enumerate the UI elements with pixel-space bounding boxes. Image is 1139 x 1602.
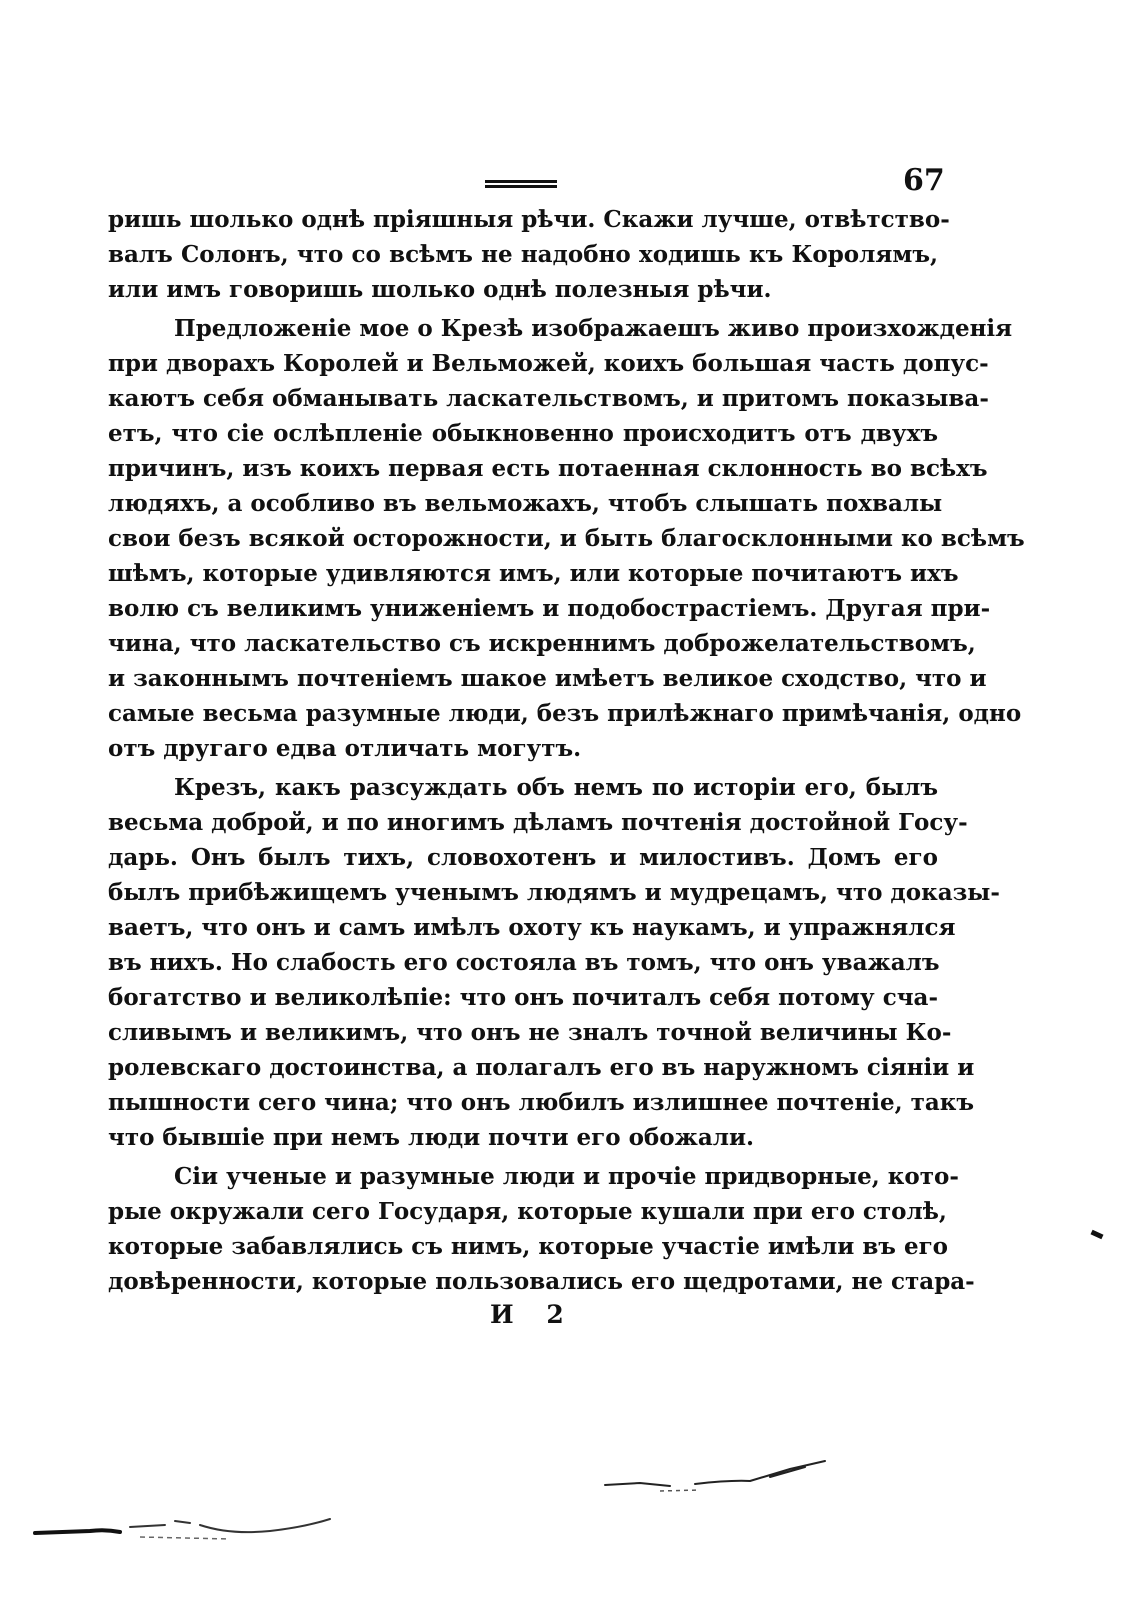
text-line: людяхъ, а особливо въ вельможахъ, чтобъ слышать похвалы <box>108 490 943 517</box>
text-line: дарь. Онъ былъ тихъ, словохотенъ и милостивъ. Домъ его <box>108 844 938 871</box>
text-line: причинъ, изъ коихъ первая есть потаенная склонность во всѣхъ <box>108 455 988 482</box>
text-line: волю съ великимъ униженіемъ и подобострастіемъ. Другая при- <box>108 595 991 622</box>
ink-speck <box>1091 1230 1104 1240</box>
text-line: Крезъ, какъ разсуждать объ немъ по исторіи его, былъ <box>174 774 938 801</box>
text-line: при дворахъ Королей и Вельможей, коихъ большая часть допус- <box>108 350 989 377</box>
text-line: ваетъ, что онъ и самъ имѣлъ охоту къ наукамъ, и упражнялся <box>108 914 956 941</box>
text-line: что бывшіе при немъ люди почти его обожали. <box>108 1124 755 1151</box>
body-text <box>108 202 1025 1299</box>
text-line: самые весьма разумные люди, безъ прилѣжнаго примѣчанія, одно <box>108 700 1022 727</box>
signature-mark: И 2 <box>490 1300 576 1329</box>
text-line: каютъ себя обманывать ласкательствомъ, и притомъ показыва- <box>108 385 989 412</box>
scan-scribble <box>600 1455 830 1500</box>
text-line: и законнымъ почтеніемъ шакое имѣетъ великое сходство, что и <box>108 665 987 692</box>
text-line: Сіи ученые и разумные люди и прочіе придворные, кото- <box>174 1163 959 1190</box>
page-number: 67 <box>903 163 945 198</box>
text-line: былъ прибѣжищемъ ученымъ людямъ и мудрецамъ, что доказы- <box>108 879 1000 906</box>
scan-scribble <box>30 1505 340 1555</box>
text-line: рые окружали сего Государя, которые кушали при его столѣ, <box>108 1198 947 1225</box>
text-line: отъ другаго едва отличать могутъ. <box>108 735 582 762</box>
text-line: пышности сего чина; что онъ любилъ излишнее почтеніе, такъ <box>108 1089 975 1116</box>
text-line: въ нихъ. Но слабость его состояла въ томъ, что онъ уважалъ <box>108 949 940 976</box>
text-line: ролевскаго достоинства, а полагалъ его въ наружномъ сіяніи и <box>108 1054 975 1081</box>
text-line: сливымъ и великимъ, что онъ не зналъ точной величины Ко- <box>108 1019 952 1046</box>
paragraph <box>108 202 950 307</box>
text-line: ришь шолько однѣ пріяшныя рѣчи. Скажи лучше, отвѣтство- <box>108 206 950 233</box>
text-line: свои безъ всякой осторожности, и быть благосклонными ко всѣмъ <box>108 525 1025 552</box>
text-line: валъ Солонъ, что со всѣмъ не надобно ходишь къ Королямъ, <box>108 241 938 268</box>
header-ornament-rule <box>485 180 557 188</box>
text-line: довѣренности, которые пользовались его щедротами, не стара- <box>108 1268 975 1295</box>
text-line: богатство и великолѣпіе: что онъ почиталъ себя потому сча- <box>108 984 938 1011</box>
text-line: весьма доброй, и по иногимъ дѣламъ почтенія достойной Госу- <box>108 809 968 836</box>
text-line: Предложеніе мое о Крезѣ изображаешъ живо произхожденія <box>174 315 1013 342</box>
text-line: чина, что ласкательство съ искреннимъ доброжелательствомъ, <box>108 630 976 657</box>
text-line: которые забавлялись съ нимъ, которые участіе имѣли въ его <box>108 1233 949 1260</box>
text-line: етъ, что сіе ослѣпленіе обыкновенно происходитъ отъ двухъ <box>108 420 938 447</box>
text-line: шѣмъ, которые удивляются имъ, или которые почитаютъ ихъ <box>108 560 959 587</box>
text-line: или имъ говоришь шолько однѣ полезныя рѣчи. <box>108 276 772 303</box>
paragraph <box>108 311 1025 766</box>
paragraph <box>108 1159 975 1299</box>
paragraph <box>108 770 1000 1155</box>
